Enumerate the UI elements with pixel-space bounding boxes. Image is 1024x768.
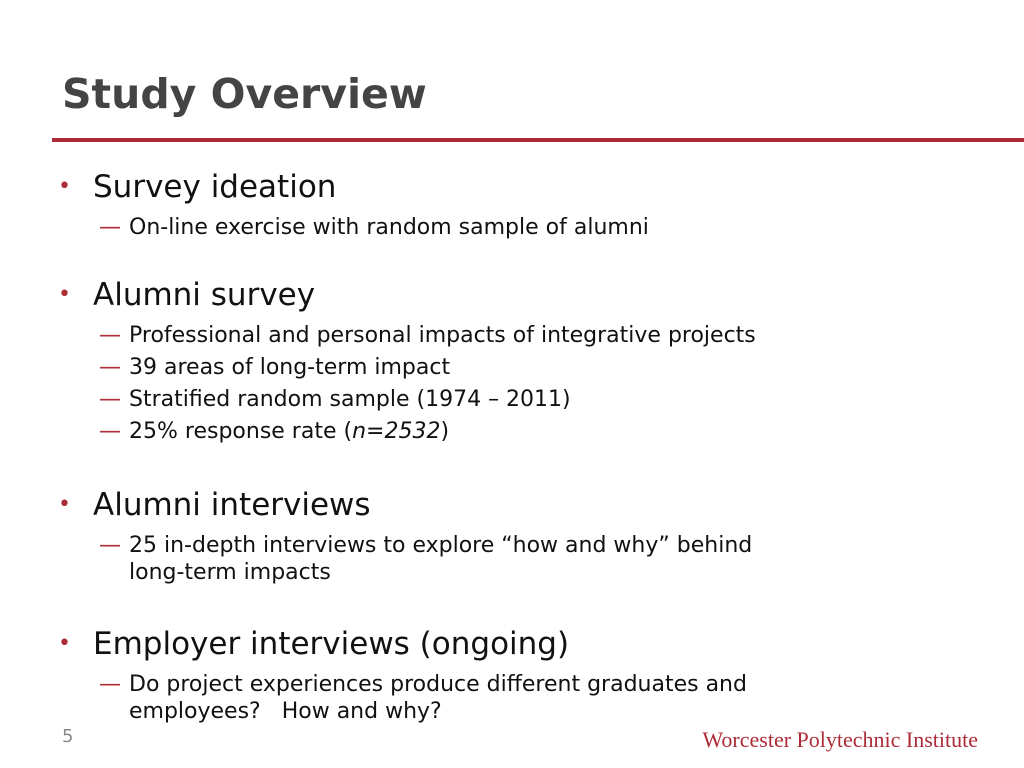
page-number: 5 — [62, 726, 74, 747]
bullet-item — [58, 483, 988, 527]
slide-title: Study Overview — [62, 70, 427, 118]
bullet-label: Survey ideation — [93, 169, 337, 205]
sub-bullet-item — [58, 214, 988, 241]
bullet-group-survey-ideation — [58, 165, 988, 241]
sub-bullet-line: long-term impacts — [129, 560, 331, 585]
bullet-list — [58, 165, 988, 749]
sub-bullet-item — [58, 418, 988, 445]
sub-bullet-text-suffix: ) — [440, 419, 450, 444]
sub-bullet-list — [58, 214, 988, 241]
title-divider — [52, 138, 1024, 142]
sub-bullet-item — [58, 354, 988, 381]
sub-bullet-item — [58, 671, 988, 725]
bullet-marker: • — [58, 282, 71, 307]
sub-bullet-line: 25 in-depth interviews to explore “how and why” behind — [129, 533, 753, 558]
bullet-group-alumni-interviews — [58, 483, 988, 586]
sub-bullet-item — [58, 386, 988, 413]
sub-bullet-list — [58, 671, 988, 725]
bullet-item — [58, 622, 988, 666]
sub-bullet-text-prefix: 25% response rate ( — [129, 419, 353, 444]
sub-bullet-marker: — — [99, 419, 121, 444]
sub-bullet-item — [58, 322, 988, 349]
sub-bullet-line: Do project experiences produce different graduates and — [129, 672, 747, 697]
bullet-marker: • — [58, 631, 71, 656]
sub-bullet-list — [58, 532, 988, 586]
bullet-label: Employer interviews (ongoing) — [93, 626, 570, 662]
sample-size: n=2532 — [352, 419, 441, 444]
sub-bullet-marker: — — [99, 215, 121, 240]
sub-bullet-item — [58, 532, 988, 586]
bullet-item — [58, 273, 988, 317]
sub-bullet-marker: — — [99, 672, 121, 697]
sub-bullet-text: Professional and personal impacts of integrative projects — [129, 323, 756, 348]
sub-bullet-marker: — — [99, 533, 121, 558]
sub-bullet-marker: — — [99, 355, 121, 380]
bullet-group-alumni-survey — [58, 273, 988, 445]
bullet-group-employer-interviews — [58, 622, 988, 725]
bullet-marker: • — [58, 174, 71, 199]
bullet-item — [58, 165, 988, 209]
sub-bullet-text: 39 areas of long-term impact — [129, 355, 451, 380]
sub-bullet-text: Stratified random sample (1974 – 2011) — [129, 387, 571, 412]
bullet-label: Alumni survey — [93, 277, 316, 313]
sub-bullet-list — [58, 322, 988, 445]
bullet-marker: • — [58, 492, 71, 517]
sub-bullet-marker: — — [99, 323, 121, 348]
sub-bullet-marker: — — [99, 387, 121, 412]
footer-institution-name: Worcester Polytechnic Institute — [702, 727, 978, 752]
bullet-label: Alumni interviews — [93, 487, 371, 523]
sub-bullet-text: On-line exercise with random sample of alumni — [129, 215, 649, 240]
sub-bullet-line: employees? How and why? — [129, 699, 442, 724]
